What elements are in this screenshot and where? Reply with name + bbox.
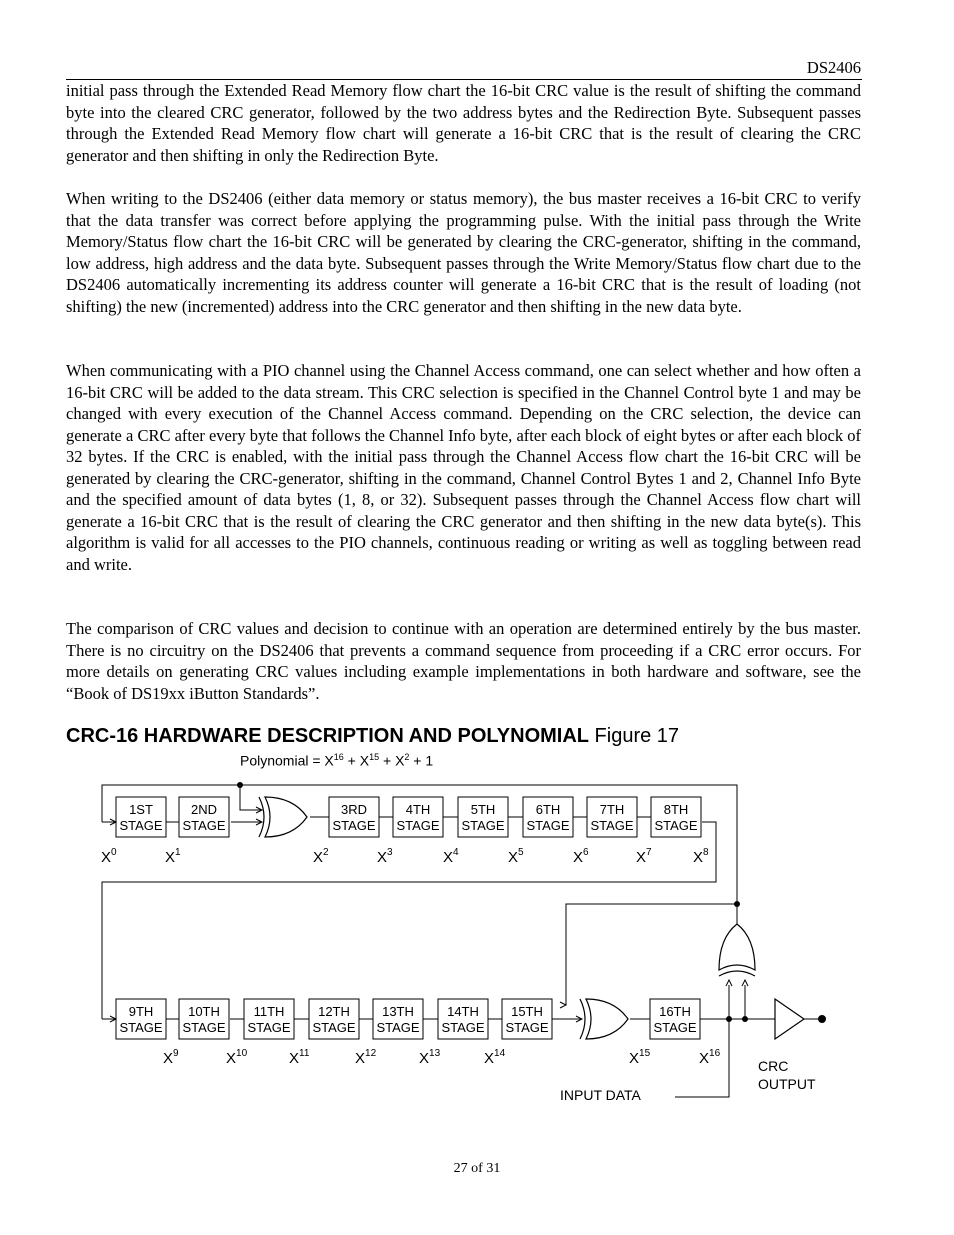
- xor-gate: [580, 999, 628, 1039]
- poly-text: + X: [343, 752, 370, 769]
- tap-exponent: 16: [709, 1048, 721, 1059]
- stage-label: STAGE: [332, 818, 376, 833]
- xor-body: [719, 924, 755, 970]
- stage-box: [179, 797, 229, 837]
- tap-exponent: 12: [365, 1048, 377, 1059]
- xor-gate-vertical: [719, 924, 755, 986]
- stage-box: [116, 797, 166, 837]
- stage-box: [309, 999, 359, 1039]
- xor-arc: [259, 797, 264, 837]
- stage-box: [393, 797, 443, 837]
- arrowhead: [560, 1002, 566, 1008]
- junction-dot: [742, 1016, 748, 1022]
- stage-label: 6TH: [535, 802, 561, 817]
- tap-exponent: 10: [236, 1048, 248, 1059]
- tap-base: X: [289, 1050, 300, 1067]
- tap-base: X: [699, 1050, 710, 1067]
- tap-exponent: 7: [646, 847, 652, 858]
- stage-label: STAGE: [119, 1020, 163, 1035]
- tap-label: [355, 1048, 377, 1067]
- stage-label: 16TH: [659, 1004, 691, 1019]
- tap-label: [289, 1048, 310, 1067]
- output-terminal: [818, 1015, 826, 1023]
- tap-exponent: 0: [111, 847, 117, 858]
- stage-label: 13TH: [382, 1004, 414, 1019]
- stage-box: [502, 999, 552, 1039]
- stage-box: [587, 797, 637, 837]
- tap-exponent: 2: [323, 847, 329, 858]
- stage-label: 3RD: [340, 802, 368, 817]
- stage-label: 1ST: [129, 802, 153, 817]
- paragraph-extended-read-crc: initial pass through the Extended Read Memory flow chart the 16-bit CRC value is the result of shifting the command byte into the cleared CRC generator, followed by the two address bytes and the Redirection Byte. Subsequent passes through the Extended Read Memory flow chart will generate a 16-bit CRC that is the result of clearing the CRC generator and then shifting in only the Redirection Byte.: [66, 81, 861, 165]
- paragraph-write-memory-crc: When writing to the DS2406 (either data memory or status memory), the bus master receives a 16-bit CRC to verify that the data transfer was correct before applying the programming pulse. With the initial pass through the Write Memory/Status flow chart the 16-bit CRC will be generated by clearing the CRC-generator, shifting in the command, low address, high address and the data byte. Subsequent passes through the Write Memory/Status flow chart due to the DS2406 automatically incrementing its address counter will generate a 16-bit CRC that is the result of loading (not shifting) the new (incremented) address into the CRC generator and then shifting in the new data byte.: [66, 189, 861, 316]
- tap-label: [629, 1048, 651, 1067]
- tap-label: [693, 847, 709, 866]
- tap-base: X: [226, 1050, 237, 1067]
- xor-arc: [719, 971, 755, 976]
- xor-body: [265, 797, 307, 837]
- tap-base: X: [573, 849, 584, 866]
- stage-box: [523, 797, 573, 837]
- tap-exponent: 1: [175, 847, 181, 858]
- tap-exponent: 9: [173, 1048, 179, 1059]
- crc-output-line2: OUTPUT: [758, 1076, 816, 1092]
- tap-label: [101, 847, 117, 866]
- tap-base: X: [163, 1050, 174, 1067]
- tap-base: X: [484, 1050, 495, 1067]
- tap-base: X: [636, 849, 647, 866]
- tap-base: X: [419, 1050, 430, 1067]
- tap-label: [573, 847, 589, 866]
- tap-base: X: [355, 1050, 366, 1067]
- tap-base: X: [101, 849, 112, 866]
- tap-label: [419, 1048, 441, 1067]
- tap-exponent: 6: [583, 847, 589, 858]
- stage-label: STAGE: [461, 818, 505, 833]
- tap-exponent: 15: [639, 1048, 651, 1059]
- stage-label: STAGE: [590, 818, 634, 833]
- crc-output-line1: CRC: [758, 1058, 789, 1074]
- tap-exponent: 11: [299, 1048, 310, 1059]
- xor-gate: [259, 797, 307, 837]
- tap-base: X: [508, 849, 519, 866]
- junction-dot: [237, 782, 243, 788]
- stage-label: STAGE: [441, 1020, 485, 1035]
- stage-box: [651, 797, 701, 837]
- stage-box: [244, 999, 294, 1039]
- tap-label: [165, 847, 181, 866]
- tap-exponent: 13: [429, 1048, 441, 1059]
- tap-label: [484, 1048, 506, 1067]
- stages: [110, 797, 704, 1039]
- tap-label: [699, 1048, 721, 1067]
- stage-label: 2ND: [190, 802, 218, 817]
- paragraph-crc-comparison: The comparison of CRC values and decision to continue with an operation are determined entirely by the bus master. There is no circuitry on the DS2406 that prevents a command sequence from proceeding if a CRC error occurs. For more details on generating CRC values including example implementations in both hardware and software, see the “Book of DS19xx iButton Standards”.: [66, 619, 861, 703]
- arrowheads: [110, 807, 582, 1022]
- stage-box: [116, 999, 166, 1039]
- wire: [566, 904, 737, 1005]
- tap-base: X: [693, 849, 704, 866]
- tap-exponent: 4: [453, 847, 459, 858]
- stage-label: STAGE: [247, 1020, 291, 1035]
- stage-label: STAGE: [182, 818, 226, 833]
- stage-label: 12TH: [318, 1004, 350, 1019]
- poly-text: + X: [379, 752, 405, 769]
- stage-label: STAGE: [312, 1020, 356, 1035]
- stage-label: STAGE: [526, 818, 570, 833]
- stage-label: STAGE: [376, 1020, 420, 1035]
- stage-label: 4TH: [405, 802, 431, 817]
- stage-label: STAGE: [654, 818, 698, 833]
- tap-exponent: 3: [387, 847, 393, 858]
- tap-base: X: [377, 849, 388, 866]
- poly-text: Polynomial = X: [240, 752, 334, 769]
- junction-dot: [734, 901, 740, 907]
- input-data-label: INPUT DATA: [560, 1087, 641, 1103]
- poly-text: + 1: [409, 752, 434, 769]
- crc-output-label: [758, 1058, 816, 1092]
- stage-box: [373, 999, 423, 1039]
- stage-box: [179, 999, 229, 1039]
- stage-label: 15TH: [511, 1004, 543, 1019]
- stage-label: 11TH: [253, 1004, 285, 1019]
- figure-title-bold: CRC-16 HARDWARE DESCRIPTION AND POLYNOMIAL: [66, 725, 589, 747]
- stage-box: [438, 999, 488, 1039]
- stage-label: 10TH: [188, 1004, 220, 1019]
- figure-title-suffix: Figure 17: [589, 725, 680, 747]
- tap-exponent: 5: [518, 847, 524, 858]
- tap-base: X: [443, 849, 454, 866]
- tap-label: [636, 847, 652, 866]
- tap-base: X: [165, 849, 176, 866]
- tap-label: [163, 1048, 179, 1067]
- tap-base: X: [313, 849, 324, 866]
- output-buffer: [775, 999, 804, 1039]
- stage-label: 5TH: [470, 802, 496, 817]
- poly-exp: 15: [369, 752, 380, 762]
- tap-label: [226, 1048, 248, 1067]
- tap-exponent: 14: [494, 1048, 506, 1059]
- junction-dot: [726, 1016, 732, 1022]
- stage-label: STAGE: [653, 1020, 697, 1035]
- stage-box: [458, 797, 508, 837]
- xor-body: [586, 999, 628, 1039]
- stage-label: STAGE: [182, 1020, 226, 1035]
- stage-label: STAGE: [505, 1020, 549, 1035]
- stage-label: 7TH: [599, 802, 625, 817]
- stage-box: [329, 797, 379, 837]
- paragraph-channel-access-crc: When communicating with a PIO channel using the Channel Access command, one can select whether and how often a 16-bit CRC will be added to the data stream. This CRC selection is specified in the Channel Control byte 1 and may be changed with every execution of the Channel Access command. Depending on the CRC selection, the device can generate a CRC after every byte that follows the Channel Info byte, after each block of eight bytes or after each block of 32 bytes. If the CRC is enabled, with the initial pass through the Channel Access flow chart the 16-bit CRC will be generated by clearing the CRC-generator, shifting in the command, Channel Control Bytes 1 and 2, Channel Info Byte and the specified amount of data bytes (1, 8, or 32). Subsequent passes through the Channel Access flow chart will generate a 16-bit CRC that is the result of clearing the CRC generator and then shifting in the new data byte(s). This algorithm is valid for all accesses to the PIO channels, continuous reading or writing as well as toggling between read and write.: [66, 361, 861, 574]
- stage-label: STAGE: [119, 818, 163, 833]
- tap-base: X: [629, 1050, 640, 1067]
- tap-exponent: 8: [703, 847, 709, 858]
- stage-label: 9TH: [128, 1004, 154, 1019]
- poly-exp: 2: [404, 752, 410, 762]
- poly-exp: 16: [333, 752, 344, 762]
- tap-label: [313, 847, 329, 866]
- stage-label: 14TH: [447, 1004, 479, 1019]
- stage-label: 8TH: [663, 802, 689, 817]
- tap-label: [508, 847, 524, 866]
- row1-to-row2-wire: [102, 822, 716, 1019]
- page-number: 27 of 31: [453, 1161, 501, 1176]
- document-id: DS2406: [806, 58, 861, 77]
- tap-label: [377, 847, 393, 866]
- stage-label: STAGE: [396, 818, 440, 833]
- stage-box: [650, 999, 700, 1039]
- tap-label: [443, 847, 459, 866]
